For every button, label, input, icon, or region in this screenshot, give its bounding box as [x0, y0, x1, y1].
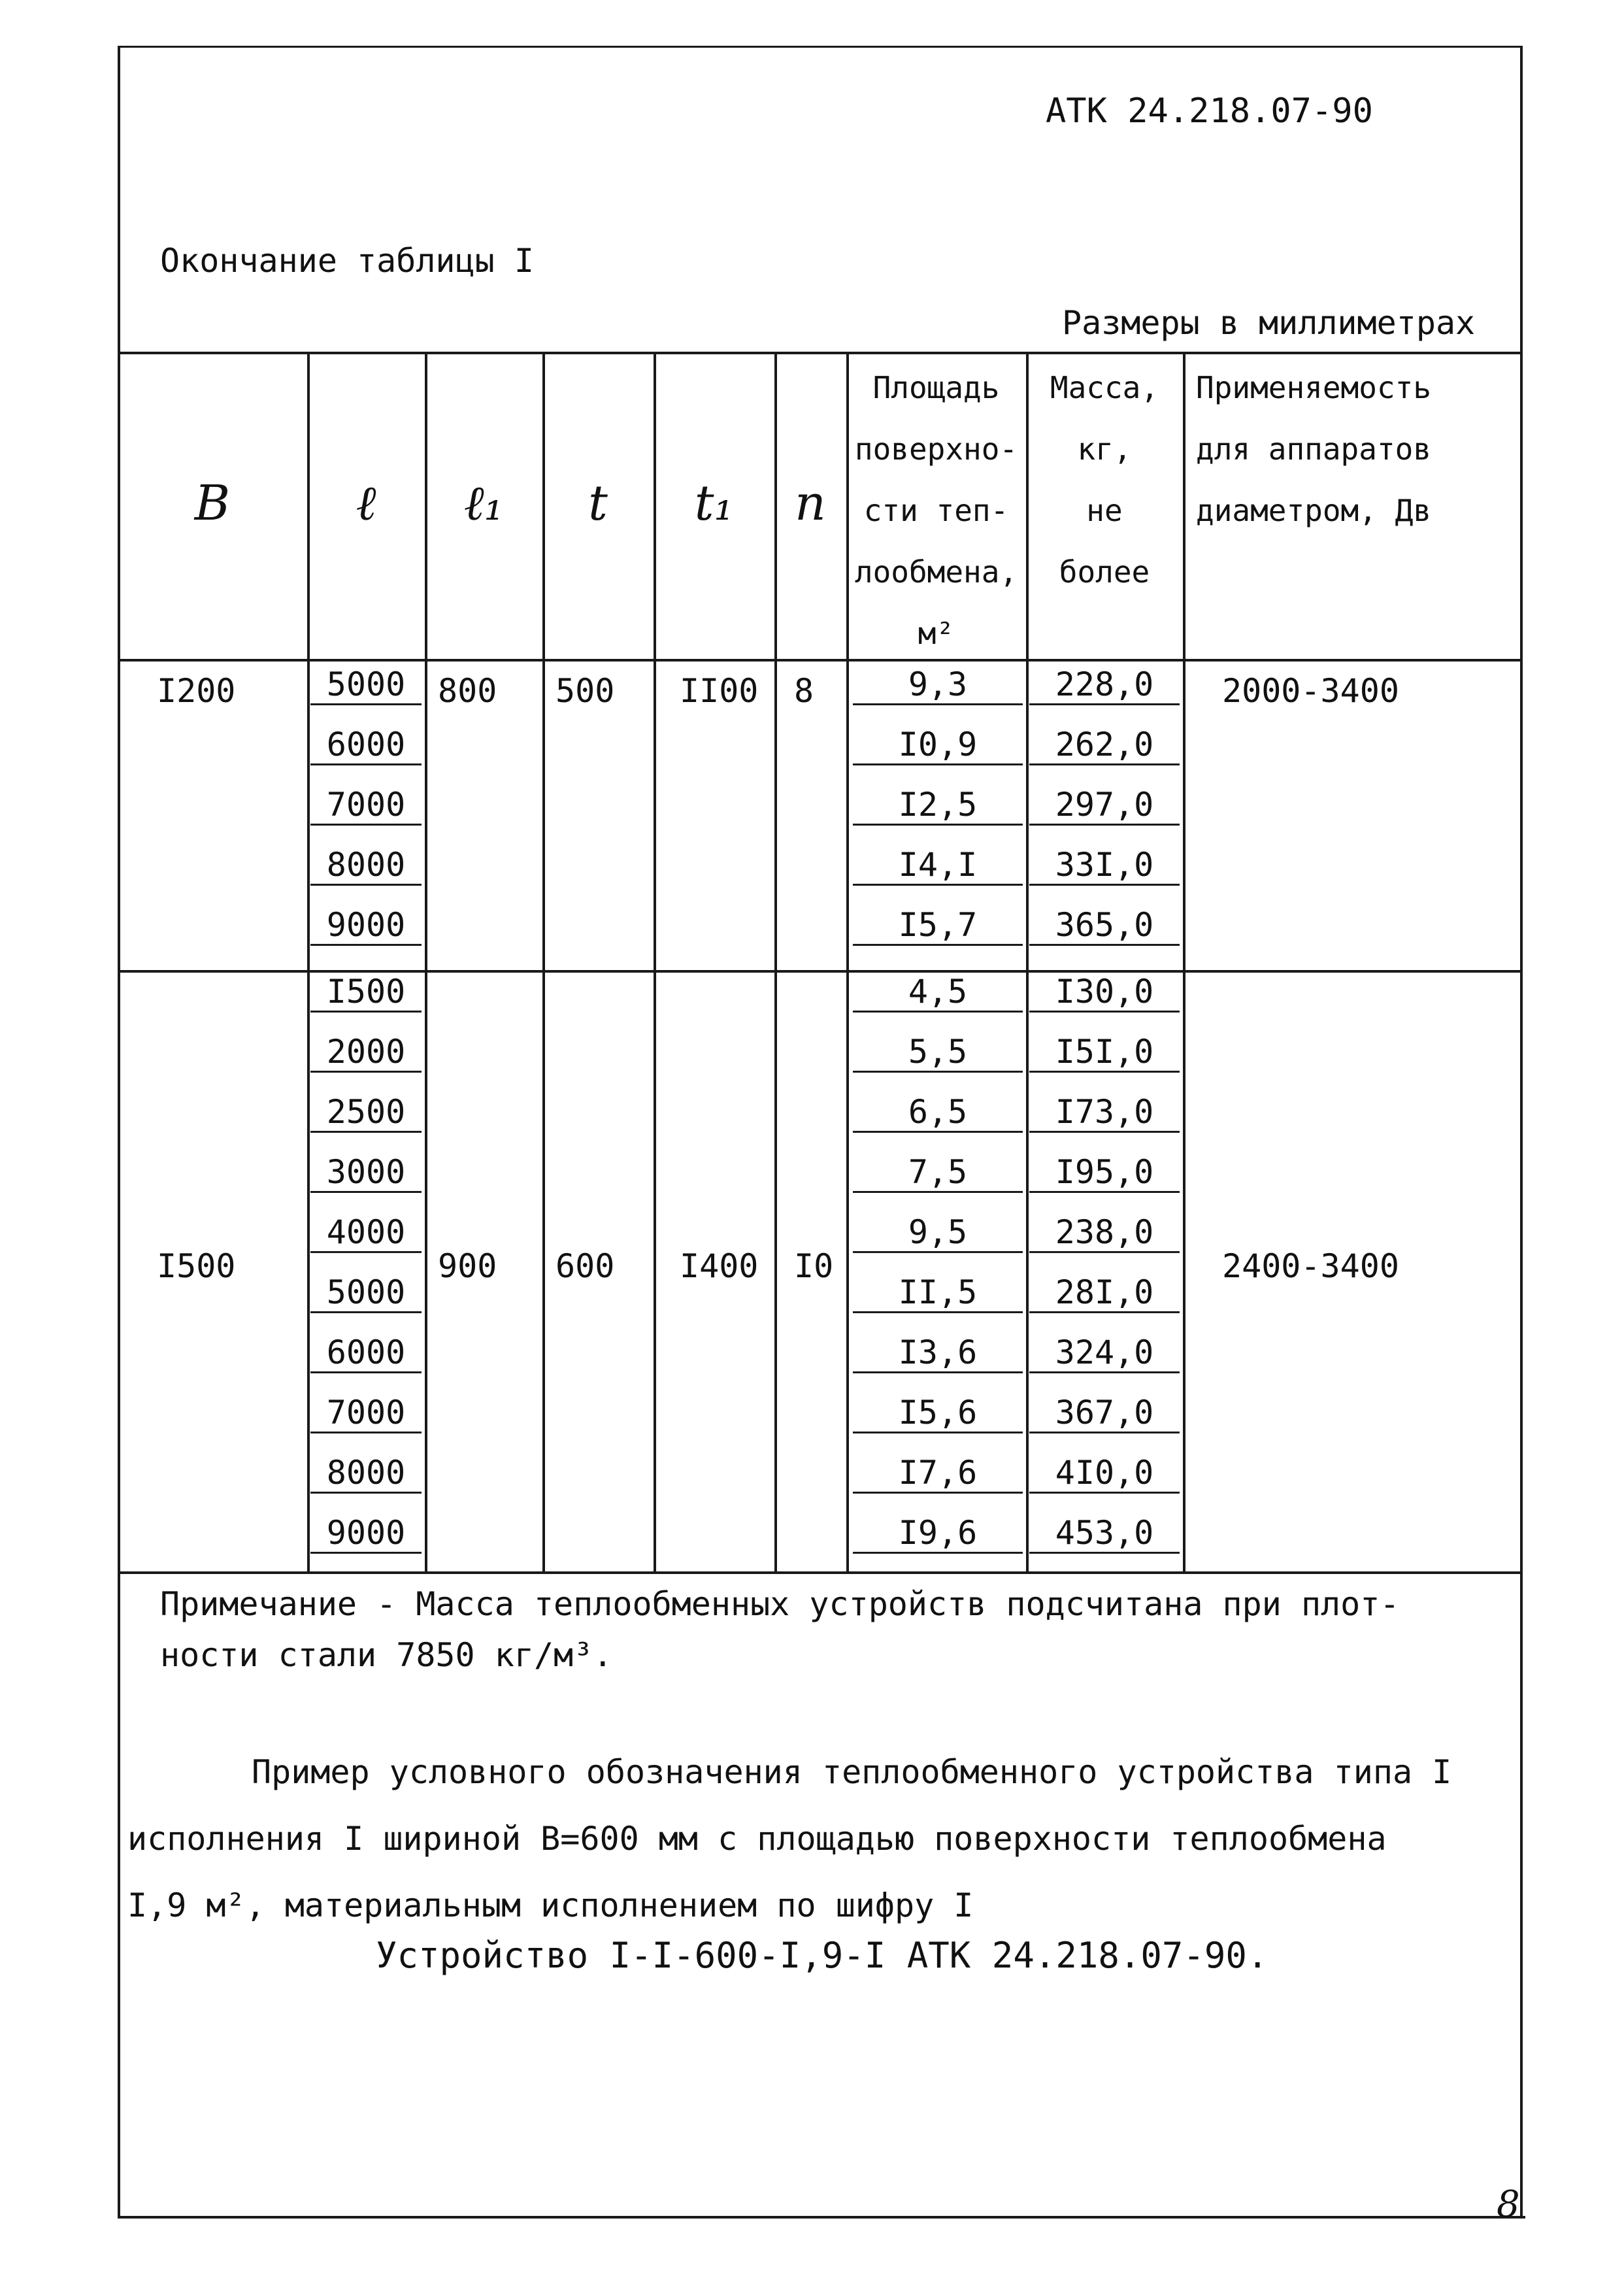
header-label-line: Масса,	[1050, 370, 1159, 405]
cell-area: I9,6	[853, 1514, 1023, 1554]
header-label-line: Применяемость	[1196, 370, 1432, 405]
example-line: исполнения I шириной В=600 мм с площадью поверхности теплообмена	[127, 1820, 1387, 1858]
table-bottom-border	[118, 1571, 1523, 1574]
header-n: n	[795, 475, 826, 531]
cell-l1: 900	[438, 1247, 497, 1285]
cell-l: 2500	[310, 1093, 422, 1133]
cell-area: 5,5	[853, 1033, 1023, 1073]
header-area	[846, 357, 1026, 664]
cell-t1: I400	[680, 1247, 759, 1285]
header-l: ℓ	[356, 475, 376, 531]
column-divider	[307, 352, 310, 1574]
cell-l: 2000	[310, 1033, 422, 1073]
cell-l: 3000	[310, 1153, 422, 1193]
note	[160, 1579, 1399, 1681]
header-B: B	[194, 475, 231, 531]
cell-mass: 228,0	[1029, 665, 1180, 705]
cell-mass: 297,0	[1029, 786, 1180, 826]
page-number: 8	[1497, 2183, 1520, 2226]
cell-mass: I73,0	[1029, 1093, 1180, 1133]
cell-mass: 28I,0	[1029, 1273, 1180, 1313]
cell-area: 6,5	[853, 1093, 1023, 1133]
header-label-line: для аппаратов	[1196, 431, 1432, 467]
cell-l: I500	[310, 973, 422, 1013]
cell-l: 9000	[310, 906, 422, 946]
document-code: АТК 24.218.07-90	[1046, 92, 1373, 131]
header-label-line: диаметром, Дв	[1196, 493, 1432, 528]
cell-l: 7000	[310, 1394, 422, 1433]
header-l1: ℓ₁	[463, 475, 504, 531]
note-line: ности стали 7850 кг/м³.	[160, 1636, 613, 1674]
cell-area: I2,5	[853, 786, 1023, 826]
header-t1: t₁	[694, 475, 734, 531]
header-use	[1183, 357, 1536, 541]
cell-use: 2000-3400	[1222, 672, 1399, 710]
header-label-line: лообмена,	[854, 554, 1018, 590]
table-caption: Окончание таблицы I	[160, 242, 534, 280]
cell-area: I0,9	[853, 726, 1023, 765]
header-label-line: более	[1059, 554, 1150, 590]
cell-l: 5000	[310, 665, 422, 705]
cell-mass: I95,0	[1029, 1153, 1180, 1193]
cell-l: 9000	[310, 1514, 422, 1554]
cell-area: 7,5	[853, 1153, 1023, 1193]
cell-t1: II00	[680, 672, 759, 710]
cell-area: 4,5	[853, 973, 1023, 1013]
cell-area: II,5	[853, 1273, 1023, 1313]
cell-t: 600	[555, 1247, 615, 1285]
cell-mass: I30,0	[1029, 973, 1180, 1013]
cell-l: 7000	[310, 786, 422, 826]
cell-area: I5,6	[853, 1394, 1023, 1433]
table-top-border	[118, 352, 1523, 354]
cell-l: 4000	[310, 1213, 422, 1253]
column-divider	[425, 352, 427, 1574]
table-left-border	[118, 352, 120, 1574]
cell-l: 8000	[310, 846, 422, 886]
cell-l1: 800	[438, 672, 497, 710]
column-divider	[774, 352, 777, 1574]
header-label-line: кг,	[1077, 431, 1132, 467]
cell-area: 9,5	[853, 1213, 1023, 1253]
example-line: Пример условного обозначения теплообменного устройства типа I	[252, 1753, 1452, 1791]
cell-mass: 33I,0	[1029, 846, 1180, 886]
cell-B: I200	[157, 672, 236, 710]
cell-mass: 453,0	[1029, 1514, 1180, 1554]
cell-n: I0	[794, 1247, 834, 1285]
header-label-line: Площадь	[872, 370, 1000, 405]
designation-example: Устройство I-I-600-I,9-I АТК 24.218.07-90.	[376, 1935, 1268, 1976]
example-text	[127, 1739, 1451, 1939]
units-note: Размеры в миллиметрах	[1062, 304, 1476, 342]
cell-mass: 262,0	[1029, 726, 1180, 765]
cell-mass: 324,0	[1029, 1333, 1180, 1373]
header-label-line: не	[1086, 493, 1123, 528]
header-mass	[1026, 357, 1183, 603]
note-line: Примечание - Масса теплообменных устройств подсчитана при плот-	[160, 1585, 1400, 1623]
column-divider	[654, 352, 656, 1574]
cell-l: 6000	[310, 1333, 422, 1373]
cell-mass: 367,0	[1029, 1394, 1180, 1433]
cell-area: I5,7	[853, 906, 1023, 946]
header-label-line: м²	[918, 616, 955, 651]
cell-area: I7,6	[853, 1454, 1023, 1494]
cell-l: 5000	[310, 1273, 422, 1313]
cell-mass: I5I,0	[1029, 1033, 1180, 1073]
cell-t: 500	[555, 672, 615, 710]
spec-table	[118, 352, 1523, 1574]
header-label-line: сти теп-	[863, 493, 1009, 528]
cell-l: 8000	[310, 1454, 422, 1494]
column-divider	[542, 352, 545, 1574]
cell-mass: 238,0	[1029, 1213, 1180, 1253]
table-header-bottom	[118, 659, 1523, 662]
cell-area: I4,I	[853, 846, 1023, 886]
cell-n: 8	[794, 672, 814, 710]
cell-area: I3,6	[853, 1333, 1023, 1373]
cell-use: 2400-3400	[1222, 1247, 1399, 1285]
cell-mass: 365,0	[1029, 906, 1180, 946]
header-label-line: поверхно-	[854, 431, 1018, 467]
cell-mass: 4I0,0	[1029, 1454, 1180, 1494]
cell-area: 9,3	[853, 665, 1023, 705]
cell-B: I500	[157, 1247, 236, 1285]
example-line: I,9 м², материальным исполнением по шифру I	[127, 1886, 974, 1924]
header-t: t	[588, 475, 608, 531]
cell-l: 6000	[310, 726, 422, 765]
